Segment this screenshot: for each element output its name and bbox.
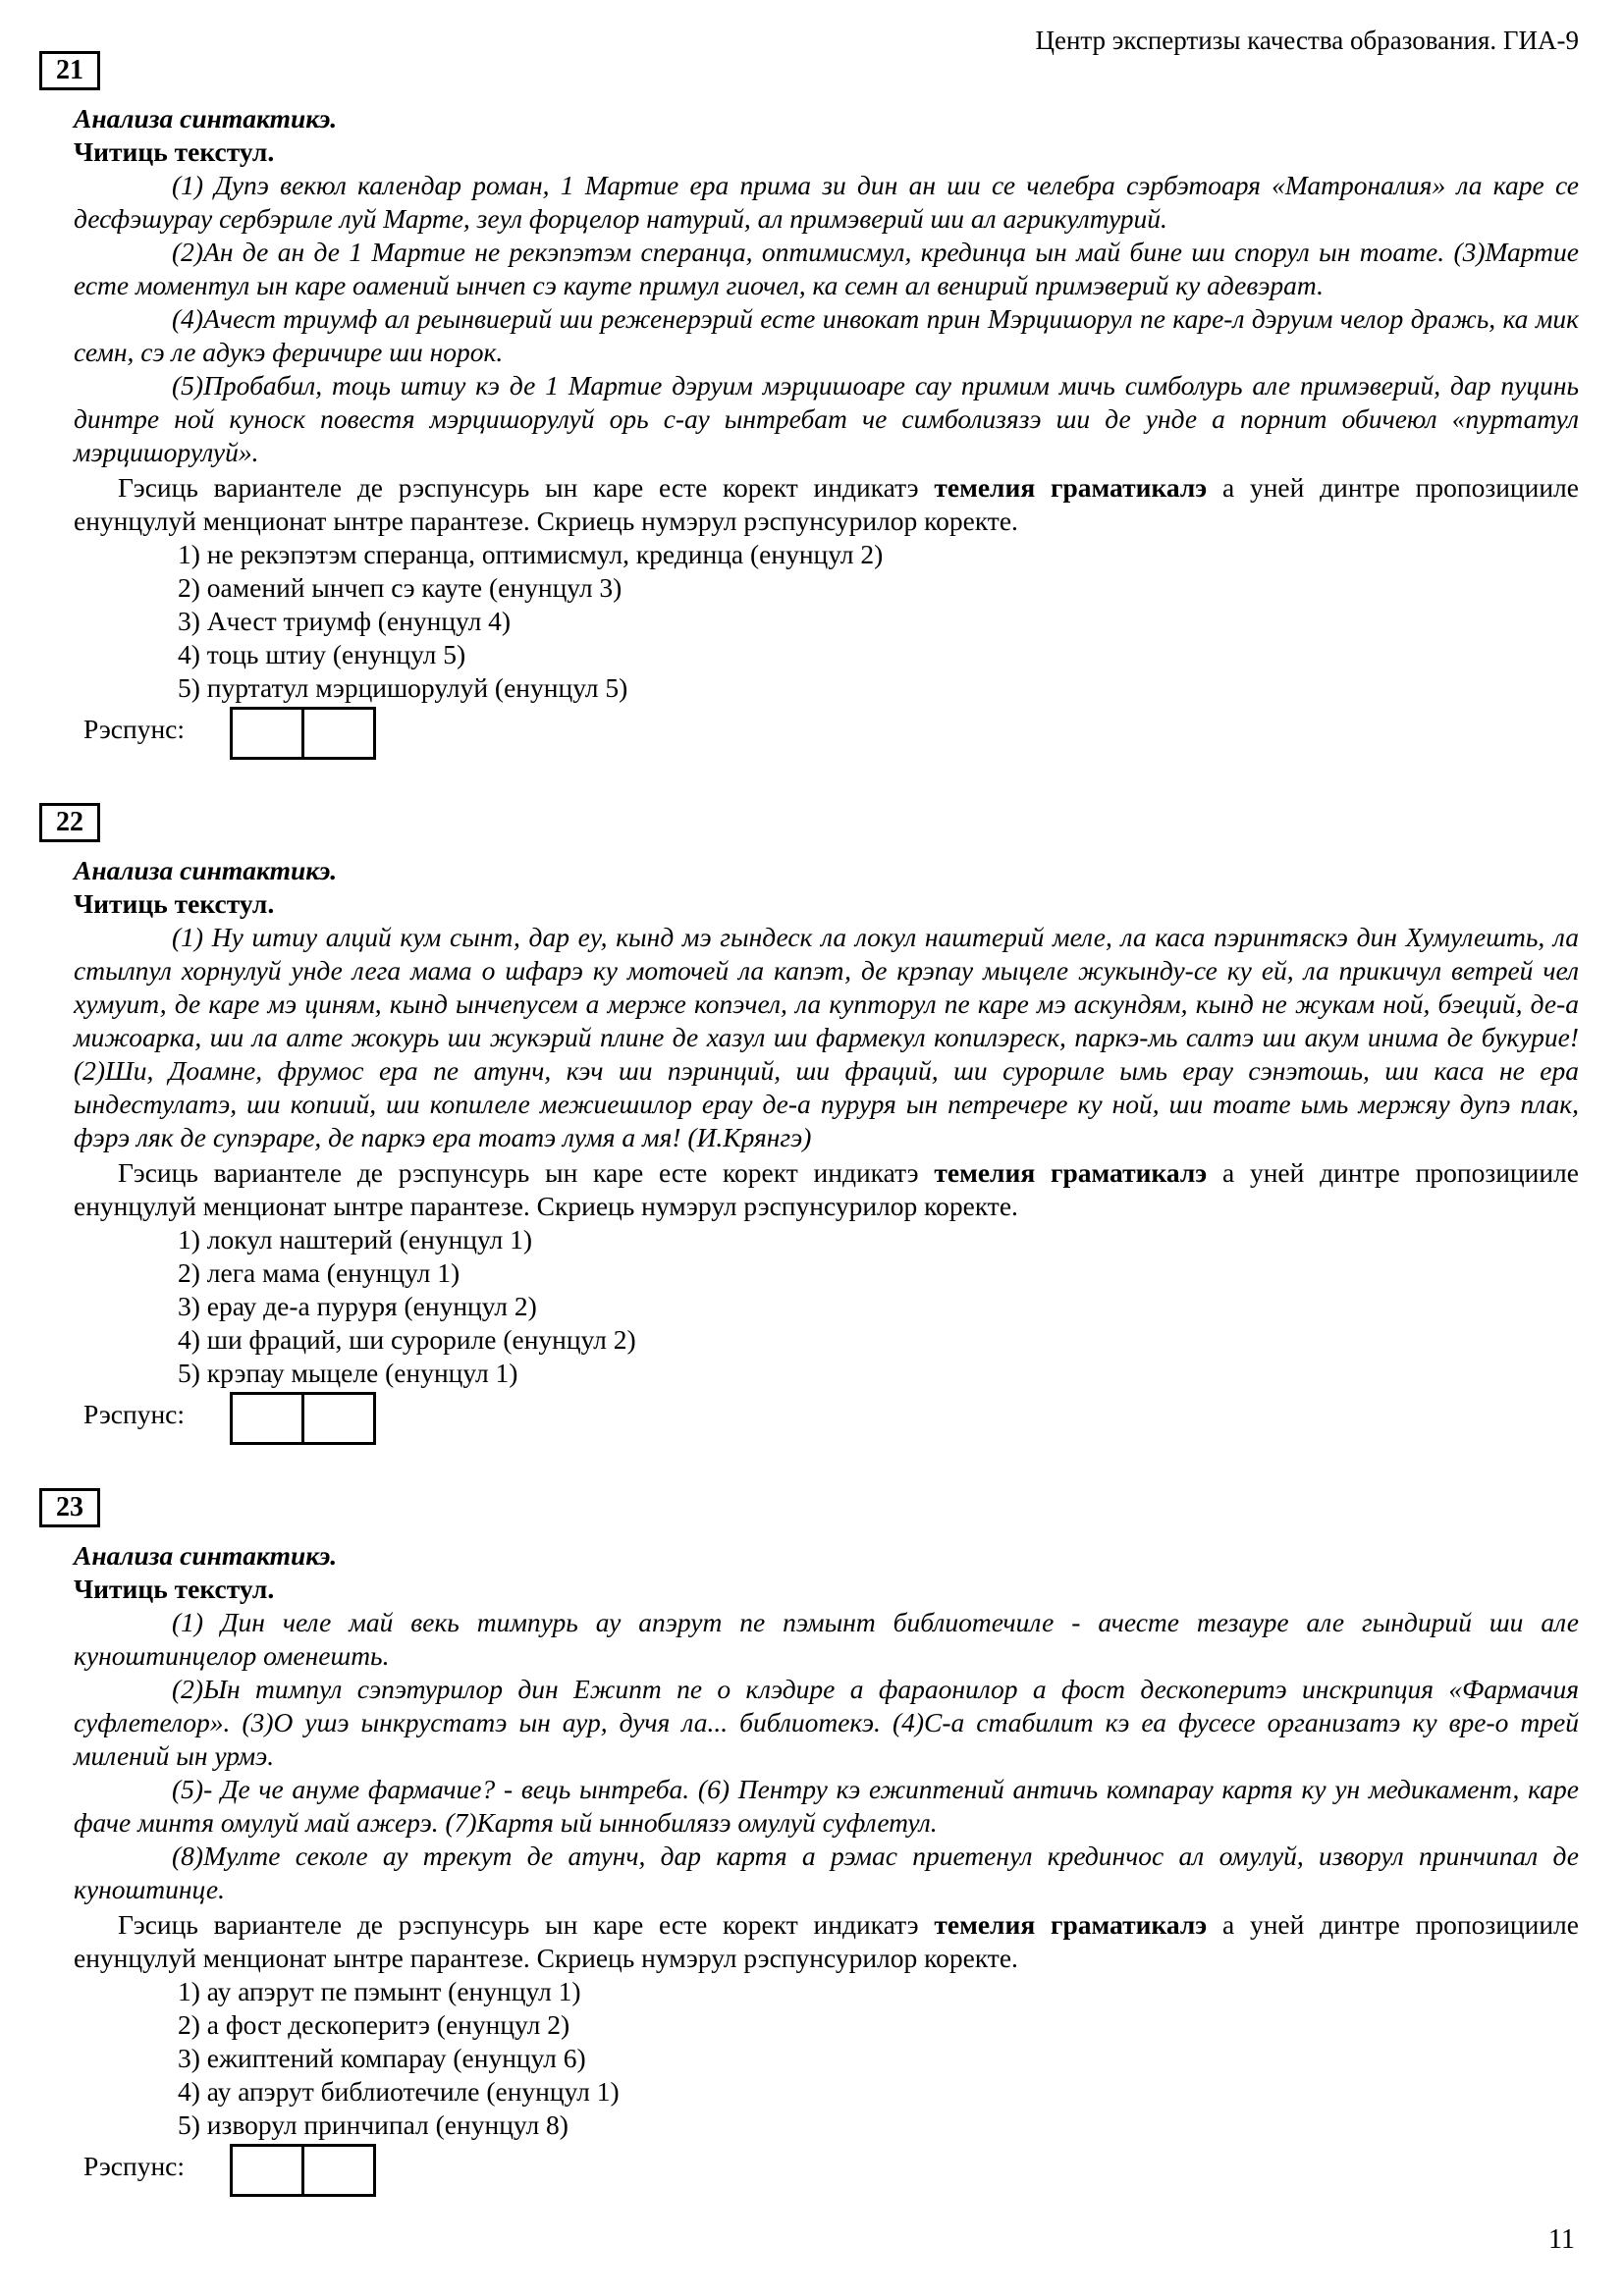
answer-row [83, 713, 1579, 768]
question-22 [56, 803, 1579, 1453]
reading-paragraph: (1) Ну штиу алций кум сынт, дар еу, кынд мэ гындеск ла локул наштерий меле, ла каса пэринтяскэ дин Хумулешть, ла стылпул хорнулуй унде лега мама о шфарэ ку моточей ла капэт, де крэпау мыцеле жукынду-се ку ей, ла прикичул ветрей чел хумуит, де каре мэ циням, кынд ынчепусем а мерже копэчел, ла купторул пе каре мэ аскундям, кынд не жукам ной, бэеций, де-а мижоарка, ши ла алте жокурь ши жукэрий плине де хазул ши фармекул копилэреск, паркэ-мь салтэ ши акум инима де букурие! (2)Ши, Доамне, фрумос ера пе атунч, кэч ши пэринций, ши фраций, ши сурориле ымь ерау сэнэтошь, ши каса не ера ындестулатэ, ши копиий, ши копилеле межиешилор ерау де-а пуруря ын петречере ку ной, ши тоате ымь мержяу дупэ плак, фэрэ ляк де супэраре, де паркэ ера тоатэ лумя а мя! (И.Крянгэ) [74, 922, 1579, 1152]
answer-option: 2) лега мама (енунцул 1) [178, 1257, 460, 1288]
answer-option: 2) а фост дескоперитэ (енунцул 2) [178, 2009, 570, 2040]
answer-cell[interactable] [233, 2147, 301, 2194]
answer-row [83, 2150, 1579, 2205]
answer-label: Рэспунс: [83, 2151, 186, 2181]
reading-paragraph: (5)Пробабил, тоць штиу кэ де 1 Мартие дэруим мэрцишоаре сау примим мичь симболурь але примэверий, дар пуцинь динтре ной куноск повестя мэрцишорулуй орь с-ау ынтребат че симболизязэ ши де унде а порнит обичеюл «пуртатул мэрцишорулуй». [74, 370, 1579, 467]
answer-boxes [230, 1392, 376, 1445]
page-content [56, 51, 1579, 2205]
question-number: 23 [56, 1492, 83, 1522]
answer-cell[interactable] [301, 2147, 373, 2194]
answer-option: 3) ерау де-а пуруря (енунцул 2) [178, 1291, 537, 1321]
answer-label: Рэспунс: [83, 714, 186, 744]
answer-option: 1) локул наштерий (енунцул 1) [178, 1224, 533, 1255]
question-number-box [39, 803, 100, 842]
section-title: Анализа синтактикэ. [74, 103, 338, 133]
answer-option: 1) ау апэрут пе пэмынт (енунцул 1) [178, 1976, 581, 2006]
read-instruction: Читиць текстул. [74, 1574, 275, 1604]
read-instruction: Читиць текстул. [74, 888, 275, 919]
question-number: 22 [56, 807, 83, 837]
answer-boxes [230, 707, 376, 760]
answer-option: 1) не рекэпэтэм сперанца, оптимисмул, крединца (енунцул 2) [178, 539, 884, 569]
answer-option: 5) крэпау мыцеле (енунцул 1) [178, 1358, 518, 1388]
question-number-box [39, 1488, 100, 1527]
task-statement [74, 1908, 1579, 1975]
answer-row [83, 1398, 1579, 1453]
question-23 [56, 1488, 1579, 2205]
answer-option: 4) тоць штиу (енунцул 5) [178, 639, 466, 669]
answer-option: 4) ау апэрут библиотечиле (енунцул 1) [178, 2076, 620, 2107]
task-text: а уней динтре пропозицииле енунцулуй менционат ынтре парантезе. Скриець нумэрул рэспунсурилор коректе. [74, 1157, 1579, 1221]
task-text: а уней динтре пропозицииле енунцулуй менционат ынтре парантезе. Скриець нумэрул рэспунсурилор коректе. [74, 472, 1579, 536]
answer-boxes [230, 2144, 376, 2197]
answer-cell[interactable] [301, 710, 373, 757]
options-list [74, 538, 1579, 705]
reading-paragraph: (2)Ын тимпул сэпэтурилор дин Ежипт пе о клэдире а фараонилор а фост дескоперитэ инскрипция «Фармачия суфлетелор». (3)О ушэ ынкрустатэ ын аур, дучя ла... библиотекэ. (4)С-а стабилит кэ еа фусесе организатэ ку вре-о трей милений ын урмэ. [74, 1674, 1579, 1771]
answer-cell[interactable] [301, 1395, 373, 1442]
task-statement [74, 471, 1579, 538]
task-text: а уней динтре пропозицииле енунцулуй менционат ынтре парантезе. Скриець нумэрул рэспунсурилор коректе. [74, 1909, 1579, 1973]
answer-option: 3) ежиптений компарау (енунцул 6) [178, 2043, 586, 2073]
answer-option: 4) ши фраций, ши сурориле (енунцул 2) [178, 1324, 636, 1355]
page-number: 11 [1548, 2224, 1575, 2255]
task-bold-phrase: темелия граматикалэ [934, 472, 1208, 503]
page-header: Центр экспертизы качества образования. ГИА-9 [1035, 26, 1579, 55]
reading-paragraph: (5)- Де че ануме фармачие? - вець ынтреба. (6) Пентру кэ ежиптений античь компарау картя ку ун медикамент, каре фаче минтя омулуй май ажерэ. (7)Картя ый ыннобилязэ омулуй суфлетул. [74, 1774, 1579, 1838]
question-number: 21 [56, 55, 83, 85]
answer-cell[interactable] [233, 1395, 301, 1442]
task-bold-phrase: темелия граматикалэ [934, 1157, 1208, 1188]
task-statement [74, 1156, 1579, 1223]
read-instruction: Читиць текстул. [74, 136, 275, 167]
section-title: Анализа синтактикэ. [74, 855, 338, 885]
reading-paragraph: (2)Ан де ан де 1 Мартие не рекэпэтэм сперанца, оптимисмул, крединца ын май бине ши спорул ын тоате. (3)Мартие есте моментул ын каре оамений ынчеп сэ кауте примул гиочел, ка семн ал венирий примэверий ку адевэрат. [74, 237, 1579, 300]
answer-cell[interactable] [233, 710, 301, 757]
reading-paragraph: (1) Дин челе май векь тимпурь ау апэрут пе пэмынт библиотечиле - ачесте тезауре але гындирий ши але куноштинцелор оменешть. [74, 1607, 1579, 1671]
options-list [74, 1975, 1579, 2142]
answer-option: 5) пуртатул мэрцишорулуй (енунцул 5) [178, 672, 628, 703]
task-text: Гэсиць вариантеле де рэспунсурь ын каре есте корект индикатэ [118, 472, 935, 503]
task-text: Гэсиць вариантеле де рэспунсурь ын каре есте корект индикатэ [118, 1909, 935, 1940]
answer-option: 2) оамений ынчеп сэ кауте (енунцул 3) [178, 572, 623, 603]
answer-option: 5) изворул принчипал (енунцул 8) [178, 2109, 568, 2140]
answer-option: 3) Ачест триумф (енунцул 4) [178, 606, 512, 636]
question-number-box [39, 51, 100, 90]
options-list [74, 1223, 1579, 1390]
reading-paragraph: (4)Ачест триумф ал реынвиерий ши реженерэрий есте инвокат прин Мэрцишорул пе каре-л дэруим челор дражь, ка мик семн, сэ ле адукэ феричире ши норок. [74, 303, 1579, 367]
question-21 [56, 51, 1579, 768]
reading-paragraph: (1) Дупэ векюл календар роман, 1 Мартие ера прима зи дин ан ши се челебра сэрбэтоаря «Матроналия» ла каре се десфэшурау сербэриле луй Марте, зеул форцелор натурий, ал примэверий ши ал агрикултурий. [74, 170, 1579, 234]
answer-label: Рэспунс: [83, 1399, 186, 1429]
section-title: Анализа синтактикэ. [74, 1540, 338, 1571]
task-bold-phrase: темелия граматикалэ [934, 1909, 1208, 1940]
task-text: Гэсиць вариантеле де рэспунсурь ын каре есте корект индикатэ [118, 1157, 935, 1188]
reading-paragraph: (8)Мулте секоле ау трекут де атунч, дар картя а рэмас приетенул крединчос ал омулуй, изворул принчипал де куноштинце. [74, 1841, 1579, 1904]
